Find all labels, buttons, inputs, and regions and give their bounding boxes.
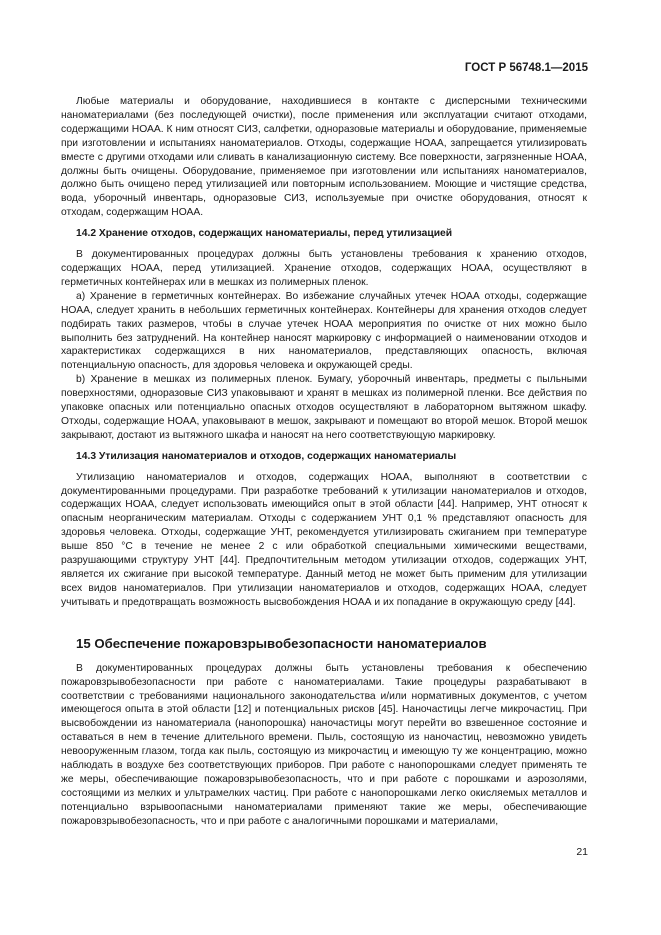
section-14-2-item-b: b) Хранение в мешках из полимерных пленок. Бумагу, уборочный инвентарь, предметы с пыльными поверхностями, одноразовые СИЗ упаковывают и хранят в мешках из полимерной пленки. Все действия по упаковке опасных или потенциально опасных отходов осуществляют в лабораторном вытяжном шкафу. Отходы, содержащие НОАА, упаковывают в мешок, закрывают и помещают во второй мешок. Второй мешок закрывают, достают из вытяжного шкафа и наносят на него соответствующую маркировку.	[61, 374, 587, 441]
section-14-2-item-a: а) Хранение в герметичных контейнерах. Во избежание случайных утечек НОАА отходы, содержащие НОАА, следует хранить в небольших герметичных контейнерах. Контейнеры для хранения отходов следует подбирать таких размеров, чтобы в случае утечек НОАА мероприятия по очистке от них можно было выполнить без затруднений. На контейнер наносят маркировку с информацией о наименовании отходов и характеристиках содержащихся в них наноматериалов, представляющих опасность, включая потенциальную опасность, для здоровья человека и окружающей среды.	[61, 290, 587, 372]
intro-paragraph: Любые материалы и оборудование, находившиеся в контакте с дисперсными техническими наноматериалами (без последующей очистки), после применения или эксплуатации считают отходами, содержащими НОАА. К ним относят СИЗ, салфетки, одноразовые материалы и оборудование, применяемые при изготовлении и испытаниях наноматериалов. Отходы, содержащие НОАА, запрещается утилизировать вместе с другими отходами или сливать в канализационную систему. Все поверхности, загрязненные НОАА, должны быть очищены. Оборудование, применяемое при изготовлении или испытаниях наноматериалов, должно быть очищено перед утилизацией или повторным использованием. Моющие и чистящие средства, вода, уборочный инвентарь, одноразовые СИЗ, используемые при очистке оборудования, относят к отходам, содержащим НОАА.	[61, 96, 587, 219]
page-number: 21	[576, 846, 588, 858]
section-15-paragraph: В документированных процедурах должны быть установлены требования к обеспечению пожаровзрывобезопасности при работе с наноматериалами. Такие процедуры разрабатывают в соответствии с требованиями национального законодательства и/или нормативных документов, с учетом имеющегося опыта в этой области [12] и потенциальных рисков [45]. Наночастицы легче микрочастиц. При высвобождении из наноматериала (нанопорошка) наночастицы могут перейти во взвешенное состояние и оставаться в нем в течение длительного времени. Пыль, состоящую из наночастиц, невозможно увидеть невооруженным глазом, тогда как пыль, состоящую из микрочастиц и имеющую ту же концентрацию, можно наблюдать в воздухе без соответствующих приборов. При работе с нанопорошками следует применять те же меры, обеспечивающие пожаровзрывобезопасность, что и при работе с порошками и аэрозолями, состоящими из мелких и ультрамелких частиц. При работе с нанопорошками легко окисляемых металлов и потенциально взрывоопасными наноматериалами применяют такие же меры, обеспечивающие пожаровзрывобезопасность, что и при работе с аналогичными порошками и материалами,	[61, 662, 587, 827]
document-id-header: ГОСТ Р 56748.1—2015	[464, 62, 588, 74]
section-14-2-heading: 14.2 Хранение отходов, содержащих наноматериалы, перед утилизацией	[76, 228, 453, 240]
section-14-3-heading: 14.3 Утилизация наноматериалов и отходов, содержащих наноматериалы	[76, 450, 457, 462]
document-body	[61, 95, 587, 829]
section-15-heading: 15 Обеспечение пожаровзрывобезопасности наноматериалов	[76, 635, 487, 651]
section-14-2-paragraph: В документированных процедурах должны быть установлены требования к хранению отходов, содержащих НОАА, перед утилизацией. Хранение отходов, содержащих НОАА, осуществляют в герметичных контейнерах или в мешках из полимерных пленок.	[61, 249, 587, 288]
section-14-3-paragraph: Утилизацию наноматериалов и отходов, содержащих НОАА, выполняют в соответствии с документированными процедурами. При разработке требований к утилизации наноматериалов и отходов, содержащих НОАА, следует использовать имеющийся опыт в этой области [44]. Например, УНТ относят к опасным неорганическим материалам. Отходы с содержанием УНТ 0,1 % представляют опасность для здоровья человека. Отходы, содержащие УНТ, рекомендуется утилизировать сжиганием при температуре выше 850 °С в течение не менее 2 с или обработкой специальными химическими веществами, разрушающими структуру УНТ [44]. Предпочтительным методом утилизации отходов, содержащих УНТ, является их сжигание при высокой температуре. Данный метод не может быть применим для утилизации всех видов наноматериалов. При утилизации наноматериалов и отходов, содержащих НОАА, следует учитывать и предотвращать возможность высвобождения НОАА и их попадание в окружающую среду [44].	[61, 471, 587, 608]
